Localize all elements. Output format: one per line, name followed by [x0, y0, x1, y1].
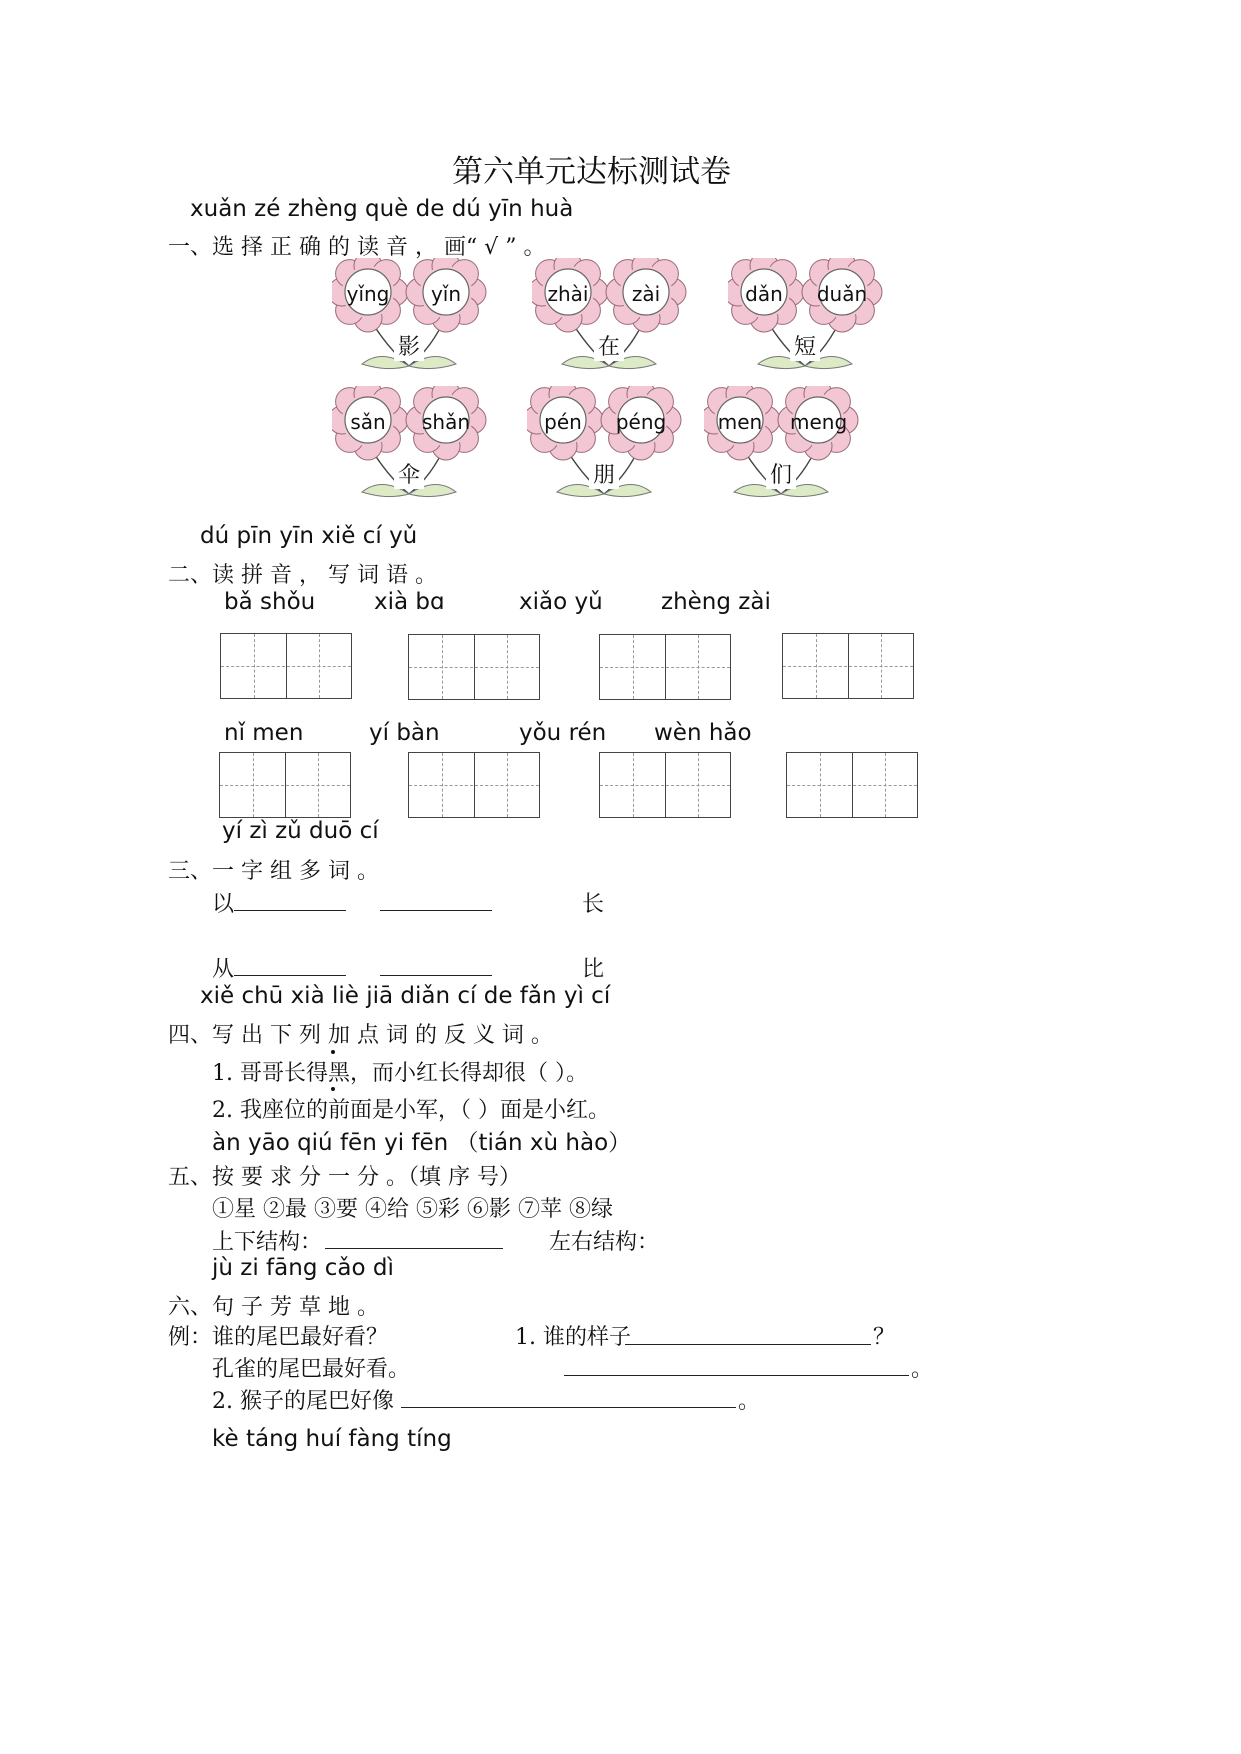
pinyin-option-left[interactable]: zhài [547, 282, 589, 306]
question-mark: ？ [873, 1325, 896, 1350]
writing-box[interactable] [786, 752, 918, 818]
writing-box[interactable] [599, 752, 731, 818]
answer-line[interactable] [234, 910, 346, 911]
section1-pinyin: xuǎn zé zhèng què de dú yīn huà [190, 196, 574, 222]
writing-box[interactable] [408, 752, 540, 818]
pinyin-option-right[interactable]: meng [790, 410, 848, 434]
pinyin-option-right[interactable]: duǎn [816, 282, 868, 306]
dotted-char: 黑 [327, 1061, 350, 1086]
pinyin-option-right[interactable]: zài [631, 282, 661, 306]
pinyin-option-left[interactable]: yǐng [346, 282, 390, 306]
question-text: 2. 我座位的 [212, 1098, 328, 1123]
question-text: 1. 哥哥长得 [212, 1061, 328, 1086]
question-2-label: 2. 猴子的尾巴好像 [212, 1389, 394, 1414]
word-char: 长 [582, 892, 605, 917]
section5-heading: 五、按 要 求 分 一 分 。（填 序 号） [168, 1165, 521, 1190]
pinyin-item: xià bɑ [374, 589, 445, 615]
pinyin-option-left[interactable]: men [717, 410, 763, 434]
flower-character: 们 [766, 458, 796, 489]
answer-line[interactable] [564, 1375, 909, 1376]
pinyin-item: wèn hǎo [654, 720, 752, 746]
writing-box[interactable] [408, 634, 540, 700]
question-text: 面是小军，（ ）面是小红。 [350, 1098, 610, 1123]
pinyin-option-right[interactable]: shǎn [421, 410, 471, 434]
pinyin-item: yǒu rén [519, 720, 607, 746]
flower-character: 伞 [394, 458, 424, 489]
label-left-right: 左右结构： [549, 1230, 660, 1255]
pinyin-item: xiǎo yǔ [519, 589, 603, 615]
section4-heading: 四、写 出 下 列 加 点 词 的 反 义 词 。 [168, 1023, 553, 1048]
flower-character: 影 [394, 330, 424, 361]
section1-heading: 一、选 择 正 确 的 读 音 ， 画“ √ ” 。 [168, 235, 546, 260]
section4-pinyin: xiě chū xià liè jiā diǎn cí de fǎn yì cí [200, 983, 611, 1009]
writing-box[interactable] [219, 752, 351, 818]
pinyin-option-right[interactable]: péng [615, 410, 667, 434]
label-top-bottom: 上下结构： [212, 1230, 323, 1255]
flower-item [532, 258, 712, 398]
section5-pinyin: àn yāo qiú fēn yi fēn （tián xù hào） [212, 1130, 632, 1156]
word-char: 比 [582, 957, 605, 982]
flower-character: 短 [790, 330, 820, 361]
flower-graphic [332, 386, 512, 526]
flower-item [704, 386, 884, 526]
flower-character: 在 [594, 330, 624, 361]
question-2 [212, 1093, 610, 1124]
flower-item [332, 258, 512, 398]
section2-heading: 二、读 拼 音 ， 写 词 语 。 [168, 563, 437, 588]
footer-pinyin: kè táng huí fàng tíng [212, 1426, 452, 1452]
pinyin-option-left[interactable]: dǎn [745, 282, 783, 306]
answer-line[interactable] [380, 910, 492, 911]
question-1 [212, 1056, 588, 1087]
writing-box[interactable] [599, 634, 731, 700]
question-1-label: 1. 谁的样子 [515, 1325, 631, 1350]
section2-pinyin: dú pīn yīn xiě cí yǔ [200, 523, 418, 549]
word-char: 以 [212, 892, 235, 917]
flower-graphic [728, 258, 908, 398]
question-text: ，而小红长得却很（ ）。 [350, 1061, 588, 1086]
pinyin-item: yí bàn [369, 720, 440, 746]
flower-item [728, 258, 908, 398]
answer-line[interactable] [234, 975, 346, 976]
writing-box[interactable] [782, 633, 914, 699]
flower-graphic [527, 386, 707, 526]
pinyin-option-right[interactable]: yǐn [430, 282, 462, 306]
pinyin-item: bǎ shǒu [224, 589, 316, 615]
flower-graphic [332, 258, 512, 398]
example-answer: 孔雀的尾巴最好看。 [212, 1357, 411, 1382]
flower-graphic [532, 258, 712, 398]
period-mark: 。 [738, 1389, 761, 1414]
section3-heading: 三、一 字 组 多 词 。 [168, 859, 379, 884]
answer-line[interactable] [325, 1248, 503, 1249]
flower-graphic [704, 386, 884, 526]
answer-line[interactable] [401, 1407, 736, 1408]
answer-line[interactable] [625, 1344, 871, 1345]
period-mark: 。 [911, 1357, 934, 1382]
emphasis-dot [331, 1087, 335, 1091]
flower-item [332, 386, 512, 526]
pinyin-option-left[interactable]: pén [544, 410, 582, 434]
flower-character: 朋 [589, 458, 619, 489]
pinyin-item: zhèng zài [661, 589, 771, 615]
word-char: 从 [212, 957, 235, 982]
options-list: ①星 ②最 ③要 ④给 ⑤彩 ⑥影 ⑦苹 ⑧绿 [212, 1197, 613, 1222]
flower-item [527, 386, 707, 526]
page-title: 第六单元达标测试卷 [452, 154, 731, 190]
section3-pinyin: yí zì zǔ duō cí [222, 818, 379, 844]
example-question: 例：谁的尾巴最好看？ [168, 1325, 389, 1350]
emphasis-dot [331, 1050, 335, 1054]
pinyin-option-left[interactable]: sǎn [350, 410, 386, 434]
writing-box[interactable] [220, 633, 352, 699]
pinyin-item: nǐ men [224, 720, 304, 746]
section6-pinyin: jù zi fāng cǎo dì [212, 1255, 394, 1281]
dotted-char: 前 [327, 1098, 350, 1123]
answer-line[interactable] [380, 975, 492, 976]
section6-heading: 六、句 子 芳 草 地 。 [168, 1295, 379, 1320]
